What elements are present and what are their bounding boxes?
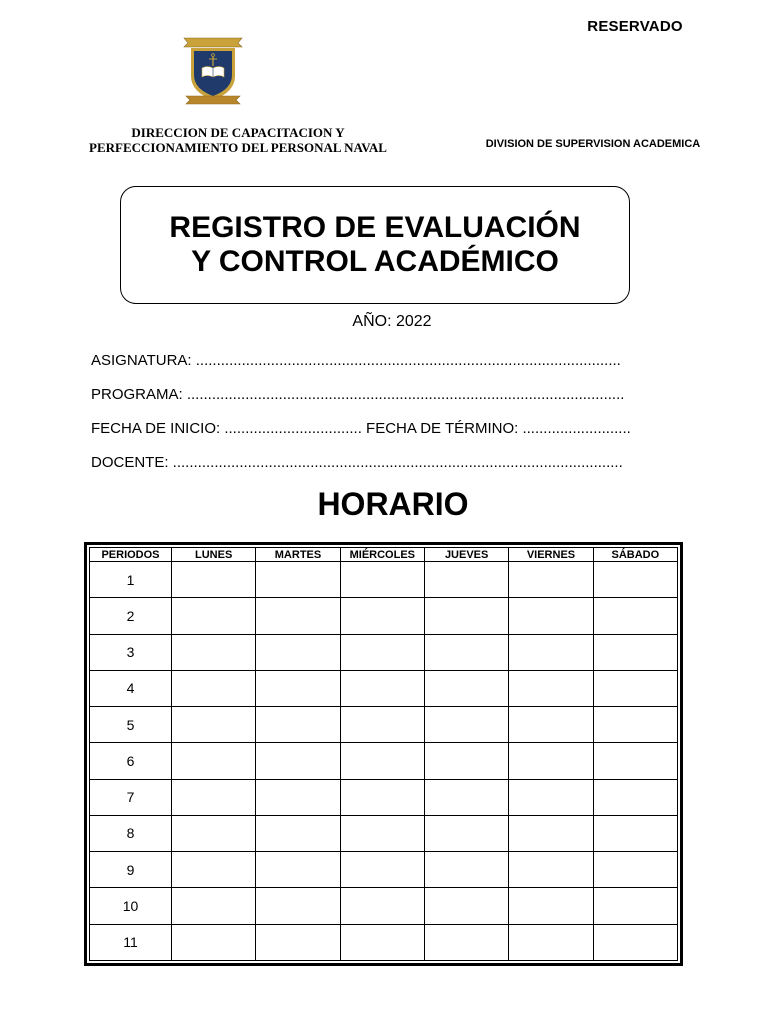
institution-logo xyxy=(180,32,246,108)
schedule-cell[interactable] xyxy=(256,670,340,706)
schedule-cell[interactable] xyxy=(340,852,424,888)
schedule-cell[interactable] xyxy=(424,707,508,743)
period-number: 9 xyxy=(90,852,172,888)
schedule-cell[interactable] xyxy=(424,779,508,815)
institution-line-2: PERFECCIONAMIENTO DEL PERSONAL NAVAL xyxy=(89,140,387,155)
schedule-cell[interactable] xyxy=(256,598,340,634)
column-header-6: SÁBADO xyxy=(593,548,677,562)
schedule-cell[interactable] xyxy=(340,815,424,851)
schedule-cell[interactable] xyxy=(172,852,256,888)
schedule-cell[interactable] xyxy=(593,888,677,924)
schedule-cell[interactable] xyxy=(256,743,340,779)
schedule-cell[interactable] xyxy=(172,598,256,634)
table-row xyxy=(90,779,678,815)
period-number: 1 xyxy=(90,562,172,598)
schedule-cell[interactable] xyxy=(509,562,593,598)
document-title-box xyxy=(120,186,630,304)
schedule-cell[interactable] xyxy=(340,562,424,598)
schedule-cell[interactable] xyxy=(256,634,340,670)
schedule-cell[interactable] xyxy=(509,707,593,743)
table-row xyxy=(90,598,678,634)
period-number: 3 xyxy=(90,634,172,670)
schedule-cell[interactable] xyxy=(424,670,508,706)
period-number: 4 xyxy=(90,670,172,706)
schedule-cell[interactable] xyxy=(509,779,593,815)
schedule-cell[interactable] xyxy=(340,707,424,743)
schedule-cell[interactable] xyxy=(424,852,508,888)
schedule-cell[interactable] xyxy=(424,888,508,924)
table-row xyxy=(90,888,678,924)
schedule-cell[interactable] xyxy=(172,815,256,851)
schedule-header-row xyxy=(90,548,678,562)
schedule-cell[interactable] xyxy=(424,815,508,851)
period-number: 11 xyxy=(90,924,172,960)
classification-label: RESERVADO xyxy=(587,18,683,35)
institution-name xyxy=(60,125,416,155)
table-row xyxy=(90,634,678,670)
document-title-line-2: Y CONTROL ACADÉMICO xyxy=(191,245,559,278)
schedule-cell[interactable] xyxy=(509,598,593,634)
period-number: 6 xyxy=(90,743,172,779)
document-title-line-1: REGISTRO DE EVALUACIÓN xyxy=(169,211,581,244)
naval-shield-icon xyxy=(180,32,246,108)
schedule-cell[interactable] xyxy=(256,888,340,924)
schedule-cell[interactable] xyxy=(340,888,424,924)
schedule-table xyxy=(89,547,678,961)
schedule-cell[interactable] xyxy=(593,670,677,706)
schedule-cell[interactable] xyxy=(509,634,593,670)
table-row xyxy=(90,707,678,743)
schedule-cell[interactable] xyxy=(340,670,424,706)
schedule-cell[interactable] xyxy=(509,670,593,706)
table-row xyxy=(90,815,678,851)
schedule-cell[interactable] xyxy=(256,924,340,960)
schedule-cell[interactable] xyxy=(424,634,508,670)
schedule-cell[interactable] xyxy=(424,743,508,779)
schedule-cell[interactable] xyxy=(340,743,424,779)
schedule-cell[interactable] xyxy=(340,634,424,670)
schedule-cell[interactable] xyxy=(509,743,593,779)
column-header-1: LUNES xyxy=(172,548,256,562)
table-row xyxy=(90,670,678,706)
schedule-cell[interactable] xyxy=(172,924,256,960)
column-header-5: VIERNES xyxy=(509,548,593,562)
period-number: 8 xyxy=(90,815,172,851)
fechas-field[interactable]: FECHA DE INICIO: ................................. FECHA DE TÉRMINO: .......................... xyxy=(91,420,631,437)
schedule-cell[interactable] xyxy=(509,924,593,960)
schedule-cell[interactable] xyxy=(593,707,677,743)
schedule-cell[interactable] xyxy=(509,888,593,924)
schedule-cell[interactable] xyxy=(424,562,508,598)
schedule-cell[interactable] xyxy=(340,779,424,815)
schedule-cell[interactable] xyxy=(593,779,677,815)
period-number: 7 xyxy=(90,779,172,815)
schedule-cell[interactable] xyxy=(340,598,424,634)
programa-field[interactable]: PROGRAMA: ......................................................................................................... xyxy=(91,386,625,403)
schedule-cell[interactable] xyxy=(172,743,256,779)
schedule-cell[interactable] xyxy=(593,562,677,598)
schedule-cell[interactable] xyxy=(424,598,508,634)
table-row xyxy=(90,852,678,888)
column-header-4: JUEVES xyxy=(424,548,508,562)
docente-field[interactable]: DOCENTE: ............................................................................................................ xyxy=(91,454,623,471)
table-row xyxy=(90,743,678,779)
schedule-cell[interactable] xyxy=(172,634,256,670)
schedule-cell[interactable] xyxy=(256,815,340,851)
schedule-cell[interactable] xyxy=(593,815,677,851)
schedule-cell[interactable] xyxy=(172,670,256,706)
asignatura-field[interactable]: ASIGNATURA: ...................................................................................................... xyxy=(91,352,621,369)
schedule-cell[interactable] xyxy=(172,888,256,924)
schedule-cell[interactable] xyxy=(593,924,677,960)
period-number: 10 xyxy=(90,888,172,924)
schedule-cell[interactable] xyxy=(593,743,677,779)
schedule-cell[interactable] xyxy=(256,707,340,743)
schedule-cell[interactable] xyxy=(593,598,677,634)
schedule-cell[interactable] xyxy=(172,707,256,743)
schedule-cell[interactable] xyxy=(256,562,340,598)
schedule-cell[interactable] xyxy=(593,852,677,888)
schedule-cell[interactable] xyxy=(593,634,677,670)
schedule-title: HORARIO xyxy=(317,486,469,522)
schedule-cell[interactable] xyxy=(340,924,424,960)
schedule-cell[interactable] xyxy=(256,852,340,888)
column-header-2: MARTES xyxy=(256,548,340,562)
schedule-cell[interactable] xyxy=(172,779,256,815)
schedule-cell[interactable] xyxy=(256,779,340,815)
schedule-cell[interactable] xyxy=(172,562,256,598)
column-header-0: PERIODOS xyxy=(90,548,172,562)
division-name: DIVISION DE SUPERVISION ACADEMICA xyxy=(485,138,701,150)
table-row xyxy=(90,562,678,598)
schedule-cell[interactable] xyxy=(509,852,593,888)
schedule-cell[interactable] xyxy=(509,815,593,851)
schedule-cell[interactable] xyxy=(424,924,508,960)
period-number: 2 xyxy=(90,598,172,634)
period-number: 5 xyxy=(90,707,172,743)
table-row xyxy=(90,924,678,960)
column-header-3: MIÉRCOLES xyxy=(340,548,424,562)
schedule-table-frame xyxy=(84,542,683,966)
year-label: AÑO: 2022 xyxy=(352,313,432,330)
institution-line-1: DIRECCION DE CAPACITACION Y xyxy=(131,125,345,140)
